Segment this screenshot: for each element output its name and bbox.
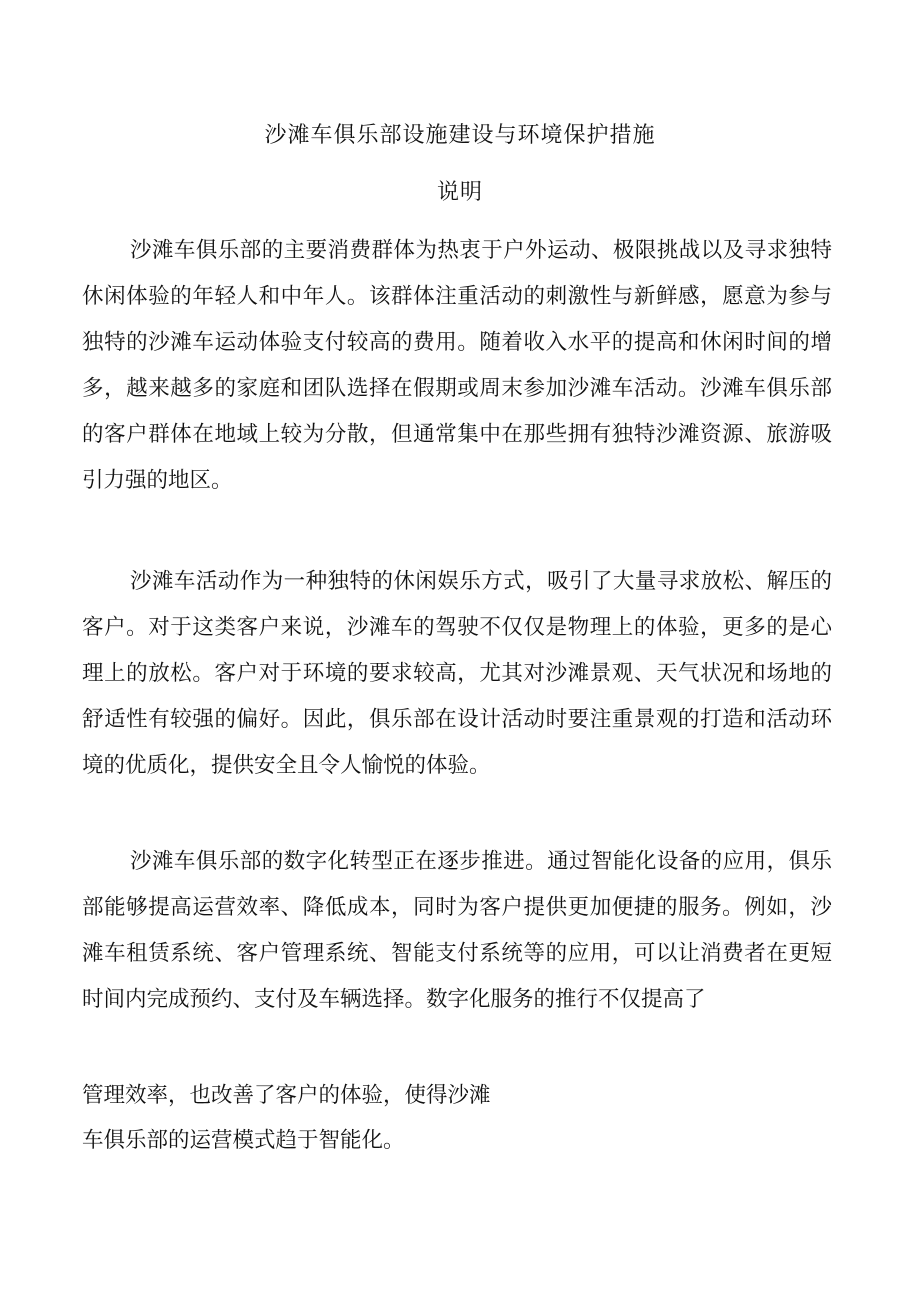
paragraph-consumer-groups: 沙滩车俱乐部的主要消费群体为热衷于户外运动、极限挑战以及寻求独特休闲体验的年轻人和中年人。该群体注重活动的刺激性与新鲜感，愿意为参与独特的沙滩车运动体验支付较高的费用。随着收入水平的提高和休闲时间的增多，越来越多的家庭和团队选择在假期或周末参加沙滩车活动。沙滩车俱乐部的客户群体在地域上较为分散，但通常集中在那些拥有独特沙滩资源、旅游吸引力强的地区。 <box>82 238 832 493</box>
paragraph-fragment-line: 管理效率，也改善了客户的体验，使得沙滩 <box>82 1083 491 1108</box>
paragraph-digital-transformation: 沙滩车俱乐部的数字化转型正在逐步推进。通过智能化设备的应用，俱乐部能够提高运营效率、降低成本，同时为客户提供更加便捷的服务。例如，沙滩车租赁系统、客户管理系统、智能支付系统等的应用，可以让消费者在更短时间内完成预约、支付及车辆选择。数字化服务的推行不仅提高了 <box>82 849 832 1012</box>
paragraph-leisure-experience: 沙滩车活动作为一种独特的休闲娱乐方式，吸引了大量寻求放松、解压的客户。对于这类客户来说，沙滩车的驾驶不仅仅是物理上的体验，更多的是心理上的放松。客户对于环境的要求较高，尤其对沙滩景观、天气状况和场地的舒适性有较强的偏好。因此，俱乐部在设计活动时要注重景观的打造和活动环境的优质化，提供安全且令人愉悦的体验。 <box>82 569 832 778</box>
paragraph-fragment-tail: 车俱乐部的运营模式趋于智能化。 <box>82 1128 405 1153</box>
document-subtitle: 说明 <box>436 180 483 205</box>
document-title: 沙滩车俱乐部设施建设与环境保护措施 <box>264 123 656 148</box>
